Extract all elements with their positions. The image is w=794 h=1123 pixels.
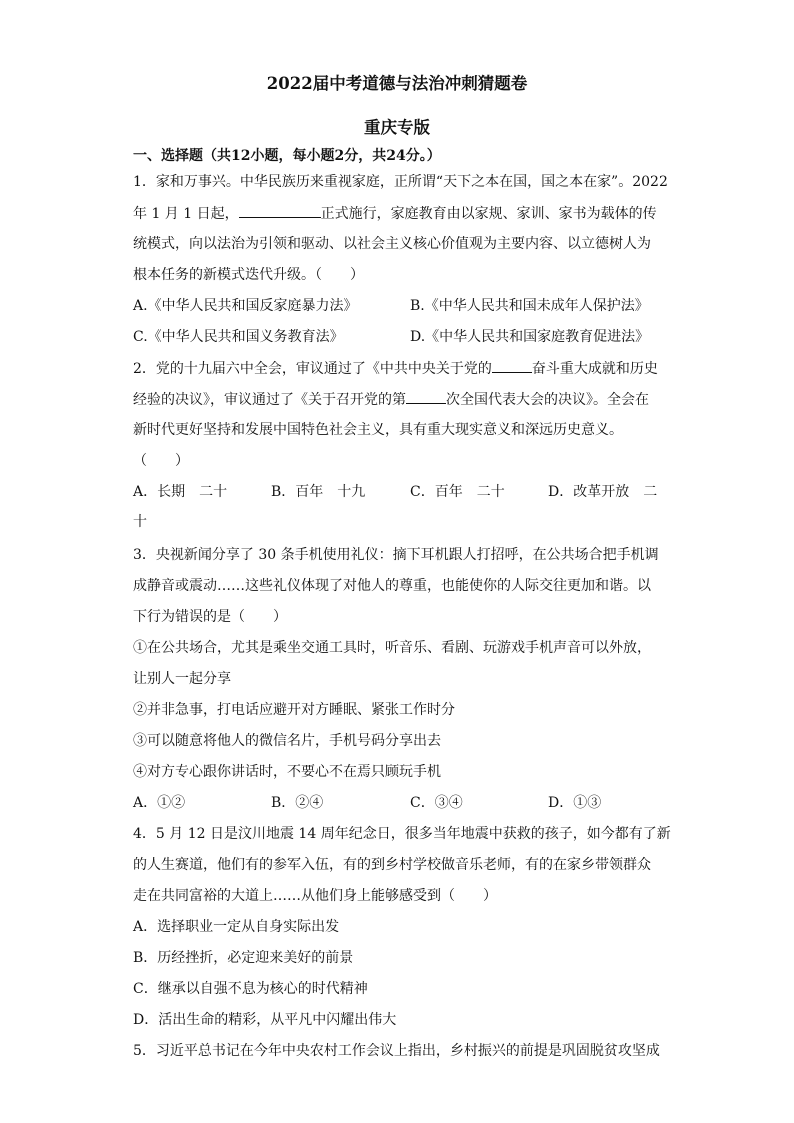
q3-item-1-wrap: 让别人一起分享 (133, 671, 231, 687)
q1-line-2-a: 年 1 月 1 日起， (133, 206, 239, 222)
q2-option-a: A．长期 二十 (133, 484, 228, 500)
q2-answer-blank-2 (406, 389, 446, 404)
q5-line-1: 5．习近平总书记在今年中央农村工作会议上指出，乡村振兴的前提是巩固脱贫攻坚成 (133, 1043, 660, 1059)
q3-option-b: B．②④ (271, 795, 324, 811)
q2-line-1-a: 2．党的十九届六中全会，审议通过了《中共中央关于党的 (133, 361, 492, 377)
q4-option-d: D．活出生命的精彩，从平凡中闪耀出伟大 (133, 1012, 397, 1028)
q2-option-d-wrap: 十 (133, 514, 147, 530)
q1-option-b: B.《中华人民共和国未成年人保护法》 (410, 298, 649, 314)
q4-line-3: 走在共同富裕的大道上……从他们身上能够感受到（ ） (133, 888, 497, 904)
q2-option-c: C．百年 二十 (410, 484, 505, 500)
q2-line-2 (133, 389, 663, 410)
q3-item-1: ①在公共场合，尤其是乘坐交通工具时，听音乐、看剧、玩游戏手机声音可以外放， (133, 640, 651, 656)
q3-item-3: ③可以随意将他人的微信名片，手机号码分享出去 (133, 733, 441, 749)
q2-line-1 (133, 358, 663, 379)
q2-line-4: （ ） (133, 453, 189, 469)
q4-option-b: B．历经挫折，必定迎来美好的前景 (133, 950, 354, 966)
q4-line-1: 4．5 月 12 日是汶川地震 14 周年纪念日，很多当年地震中获救的孩子，如今都有了新 (133, 826, 671, 842)
exam-title: 2022届中考道德与法治冲刺猜题卷 (266, 74, 528, 93)
q1-line-3: 统模式，向以法治为引领和驱动、以社会主义核心价值观为主要内容、以立德树人为 (133, 236, 651, 252)
q4-option-a: A．选择职业一定从自身实际出发 (133, 919, 340, 935)
q3-line-1: 3．央视新闻分享了 30 条手机使用礼仪：摘下耳机跟人打招呼，在公共场合把手机调 (133, 547, 659, 563)
q3-line-2: 成静音或震动……这些礼仪体现了对他人的尊重，也能使你的人际交往更加和谐。以 (133, 578, 651, 594)
q3-line-3: 下行为错误的是（ ） (133, 609, 287, 625)
q3-item-2: ②并非急事，打电话应避开对方睡眠、紧张工作时分 (133, 702, 455, 718)
q2-option-d: D．改革开放 二 (548, 484, 658, 500)
q4-option-c: C．继承以自强不息为核心的时代精神 (133, 981, 368, 997)
q3-option-c: C．③④ (410, 795, 463, 811)
q1-line-2 (133, 203, 663, 224)
q3-option-a: A．①② (133, 795, 186, 811)
q4-line-2: 的人生赛道，他们有的参军入伍，有的到乡村学校做音乐老师，有的在家乡带领群众 (133, 857, 651, 873)
q2-line-2-a: 经验的决议》，审议通过了《关于召开党的第 (133, 392, 406, 408)
q3-option-d: D．①③ (548, 795, 602, 811)
q1-option-a: A.《中华人民共和国反家庭暴力法》 (133, 298, 358, 314)
q2-line-1-b: 奋斗重大成就和历史 (531, 361, 658, 377)
q2-line-2-b: 次全国代表大会的决议》。全会在 (446, 392, 649, 408)
q1-line-1: 1．家和万事兴。中华民族历来重视家庭，正所谓“天下之本在国，国之本在家”。2022 (133, 174, 668, 190)
q3-item-4: ④对方专心跟你讲话时，不要心不在焉只顾玩手机 (133, 764, 441, 780)
section-heading: 一、选择题（共12小题，每小题2分，共24分。） (133, 148, 441, 164)
q2-option-b: B．百年 十九 (271, 484, 366, 500)
exam-subtitle: 重庆专版 (364, 118, 430, 137)
q1-option-d: D.《中华人民共和国家庭教育促进法》 (410, 329, 650, 345)
q1-answer-blank (239, 203, 321, 218)
q1-line-2-b: 正式施行，家庭教育由以家规、家训、家书为载体的传 (320, 206, 657, 222)
q2-answer-blank-1 (492, 358, 532, 373)
q1-option-c: C.《中华人民共和国义务教育法》 (133, 329, 344, 345)
q2-line-3: 新时代更好坚持和发展中国特色社会主义，具有重大现实意义和深远历史意义。 (133, 422, 623, 438)
q1-line-4: 根本任务的新模式迭代升级。（ ） (133, 267, 364, 283)
